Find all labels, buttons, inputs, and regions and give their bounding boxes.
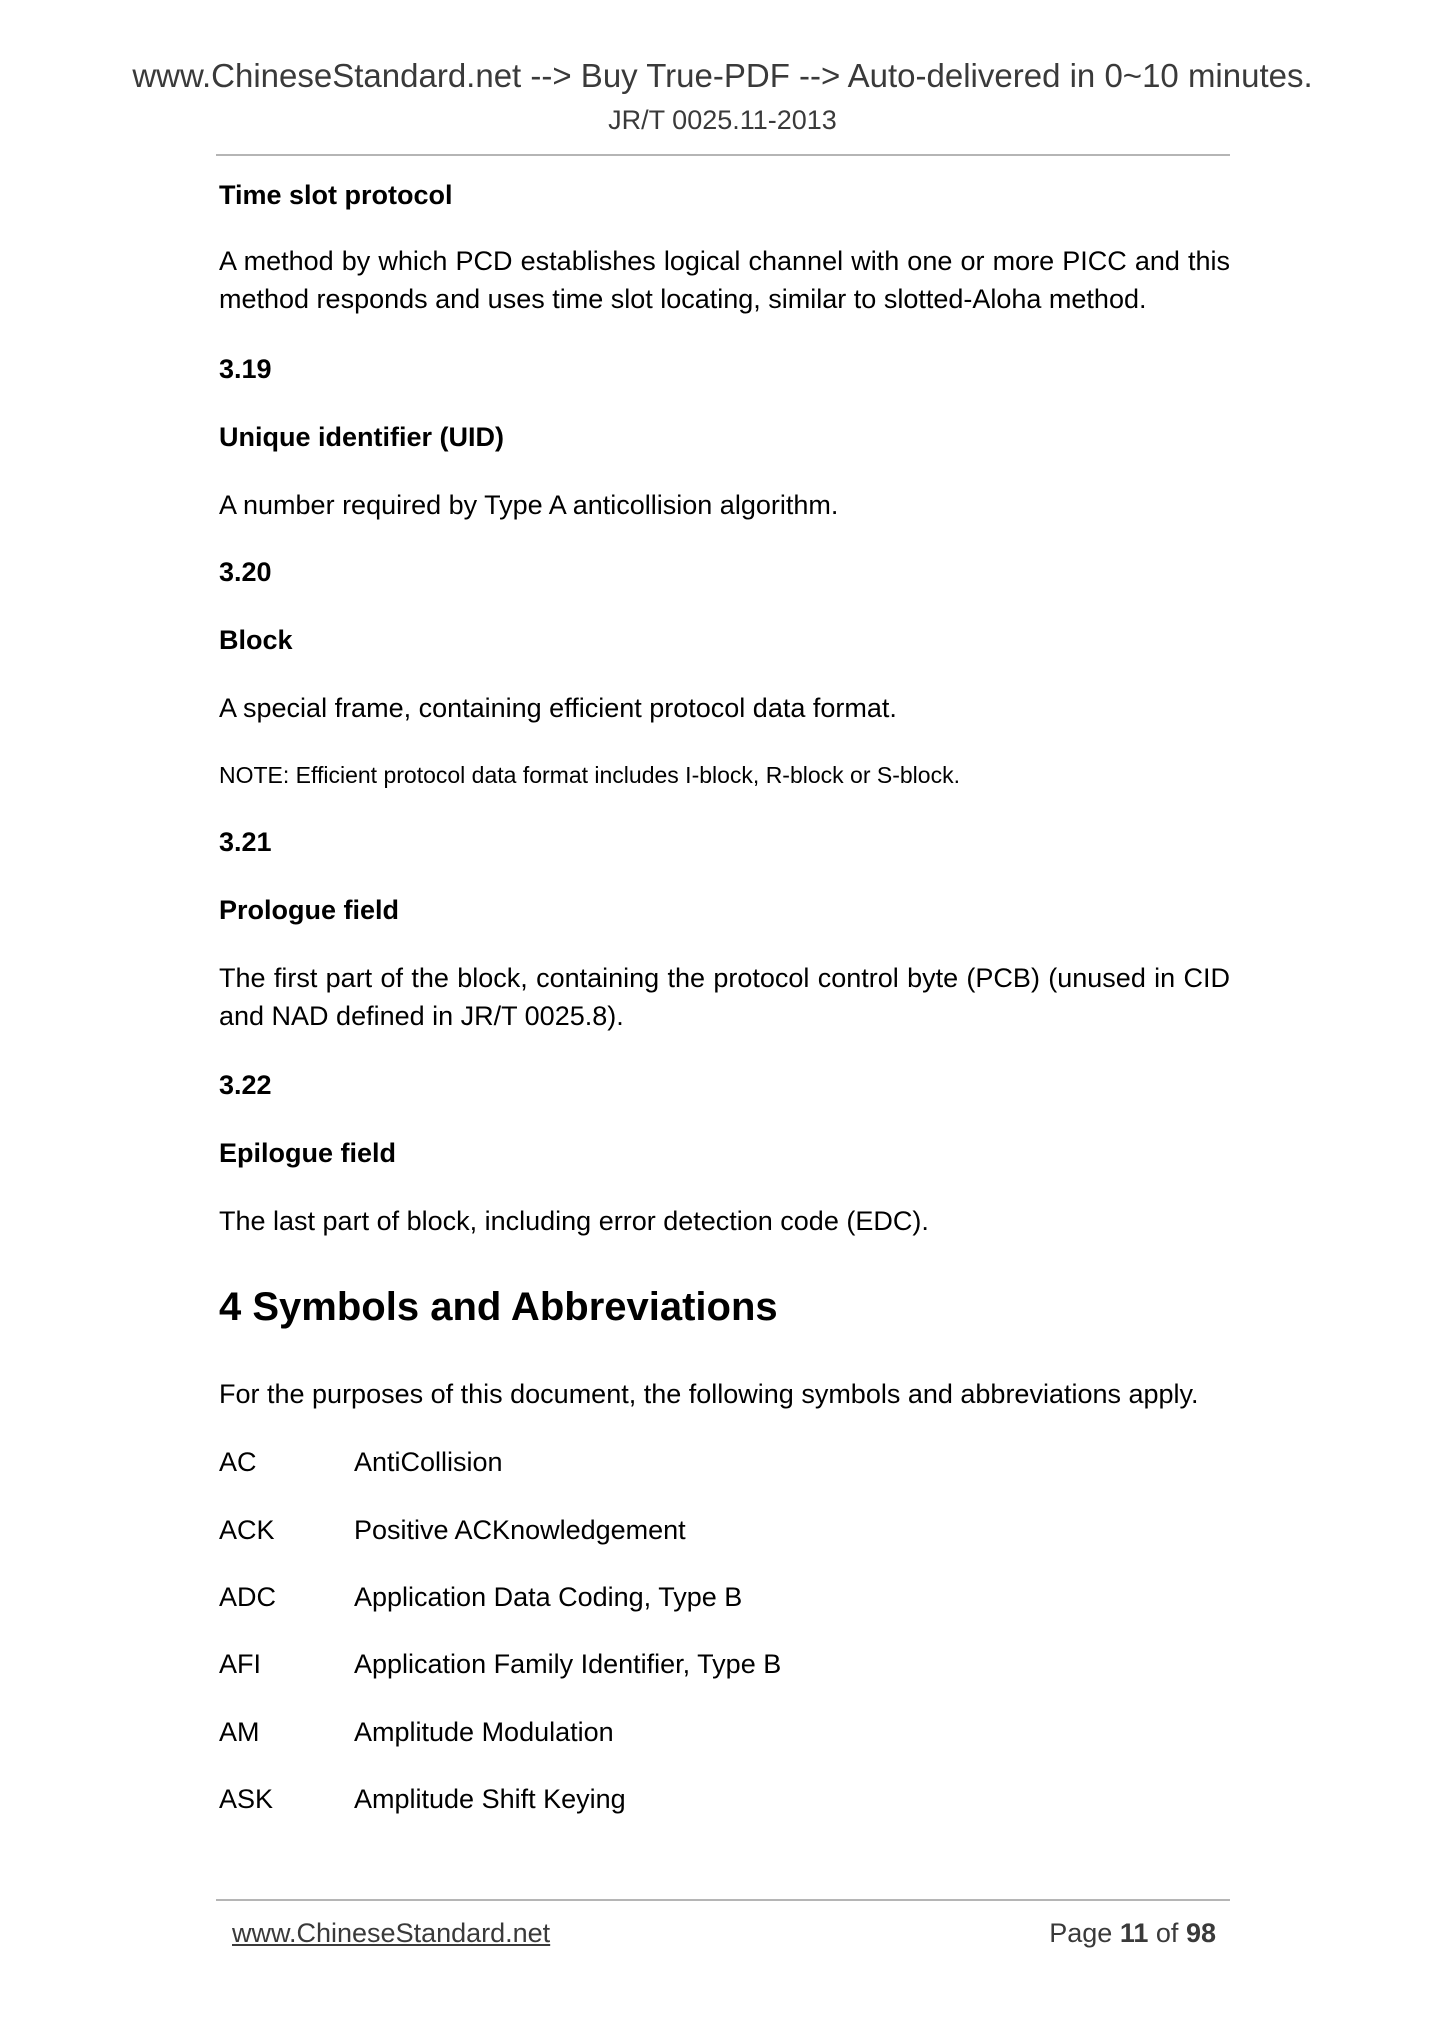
of-word: of [1155, 1918, 1179, 1948]
clause-number: 3.19 [219, 354, 272, 384]
abbreviation-term: AFI [219, 1649, 262, 1679]
term-title: Unique identifier (UID) [219, 422, 504, 452]
term-definition: A special frame, containing efficient protocol data format. [219, 693, 897, 723]
abbreviation-meaning: Application Data Coding, Type B [354, 1582, 743, 1612]
section-intro: For the purposes of this document, the following symbols and abbreviations apply. [219, 1379, 1199, 1409]
clause-number: 3.22 [219, 1070, 272, 1100]
section-heading: 4 Symbols and Abbreviations [219, 1285, 778, 1329]
term-definition: The last part of block, including error detection code (EDC). [219, 1206, 929, 1236]
abbreviation-meaning: Positive ACKnowledgement [354, 1515, 686, 1545]
page-word: Page [1049, 1918, 1113, 1948]
abbreviation-term: ASK [219, 1784, 274, 1814]
page-indicator [1049, 1916, 1216, 1950]
footer-site-link[interactable]: www.ChineseStandard.net [232, 1918, 551, 1948]
page-total: 98 [1185, 1918, 1216, 1948]
header-divider [216, 154, 1230, 156]
abbreviation-meaning: Amplitude Modulation [354, 1717, 614, 1747]
document-number: JR/T 0025.11-2013 [608, 105, 837, 135]
term-title: Block [219, 625, 293, 655]
clause-number: 3.21 [219, 827, 272, 857]
note-text: NOTE: Efficient protocol data format includes I-block, R-block or S-block. [219, 762, 960, 788]
clause-number: 3.20 [219, 557, 272, 587]
abbreviation-meaning: Amplitude Shift Keying [354, 1784, 626, 1814]
term-definition: A method by which PCD establishes logical channel with one or more PICC and this method responds and uses time slot locating, similar to slotted-Aloha method. [219, 246, 1230, 314]
term-title: Prologue field [219, 895, 400, 925]
page-current: 11 [1119, 1918, 1149, 1948]
abbreviation-term: ADC [219, 1582, 277, 1612]
abbreviation-meaning: AntiCollision [354, 1447, 503, 1477]
term-title: Time slot protocol [219, 180, 453, 210]
abbreviation-term: ACK [219, 1515, 275, 1545]
abbreviation-term: AC [219, 1447, 257, 1477]
abbreviation-meaning: Application Family Identifier, Type B [354, 1649, 782, 1679]
term-definition: A number required by Type A anticollision algorithm. [219, 490, 839, 520]
footer-divider [216, 1899, 1230, 1901]
site-banner: www.ChineseStandard.net --> Buy True-PDF --> Auto-delivered in 0~10 minutes. [132, 57, 1313, 94]
abbreviation-term: AM [219, 1717, 260, 1747]
term-definition: The first part of the block, containing the protocol control byte (PCB) (unused in CID and NAD defined in JR/T 0025.8). [219, 963, 1230, 1031]
term-title: Epilogue field [219, 1138, 397, 1168]
